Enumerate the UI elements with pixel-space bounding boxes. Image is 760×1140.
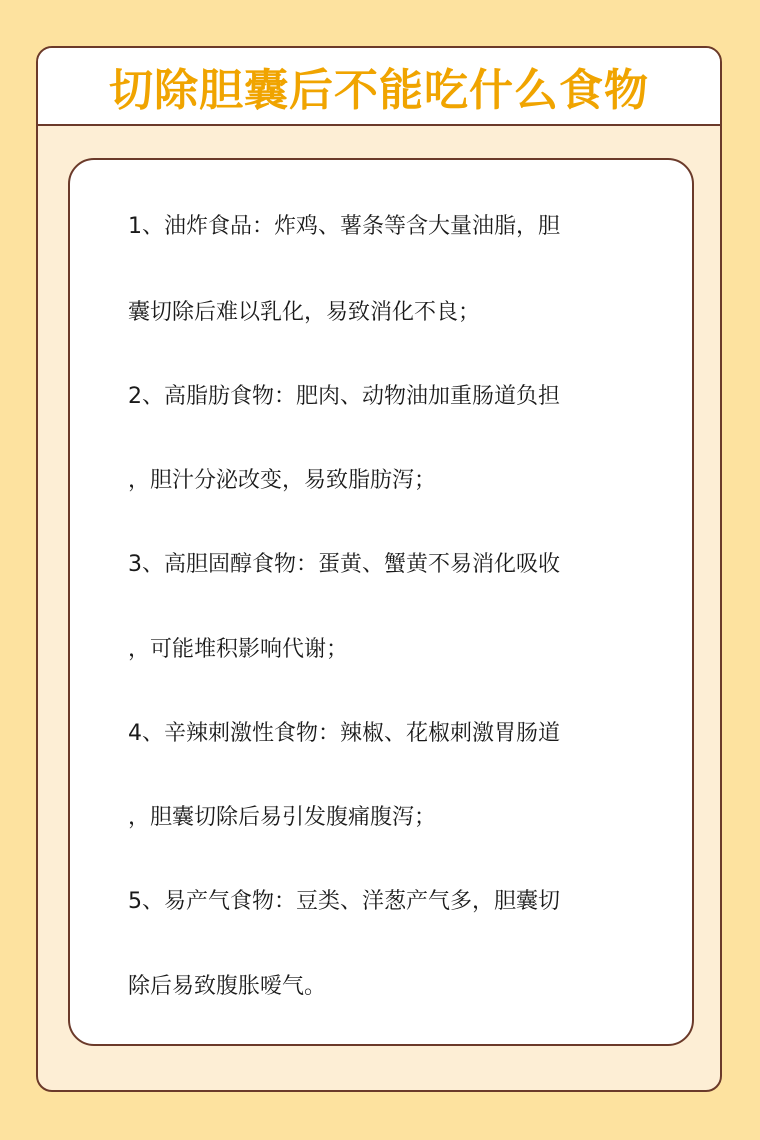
outer-card (36, 46, 722, 1092)
title-bar (38, 48, 720, 126)
list-item-2-line-1: 2、高脂肪食物：肥肉、动物油加重肠道负担 (128, 384, 560, 409)
list-item-5-line-2: 除后易致腹胀嗳气。 (128, 974, 327, 999)
list-item-3-line-2: ，可能堆积影响代谢； (128, 637, 349, 662)
list-item-1-line-1: 1、油炸食品：炸鸡、薯条等含大量油脂，胆 (128, 214, 560, 239)
content-card (68, 158, 694, 1046)
list-item-2-line-2: ，胆汁分泌改变，易致脂肪泻； (128, 468, 437, 493)
list-item-4-line-1: 4、辛辣刺激性食物：辣椒、花椒刺激胃肠道 (128, 721, 560, 746)
page-title: 切除胆囊后不能吃什么食物 (109, 65, 649, 116)
list-item-5-line-1: 5、易产气食物：豆类、洋葱产气多，胆囊切 (128, 889, 560, 914)
list-item-3-line-1: 3、高胆固醇食物：蛋黄、蟹黄不易消化吸收 (128, 552, 560, 577)
list-item-1-line-2: 囊切除后难以乳化，易致消化不良； (128, 300, 481, 325)
list-item-4-line-2: ，胆囊切除后易引发腹痛腹泻； (128, 805, 437, 830)
